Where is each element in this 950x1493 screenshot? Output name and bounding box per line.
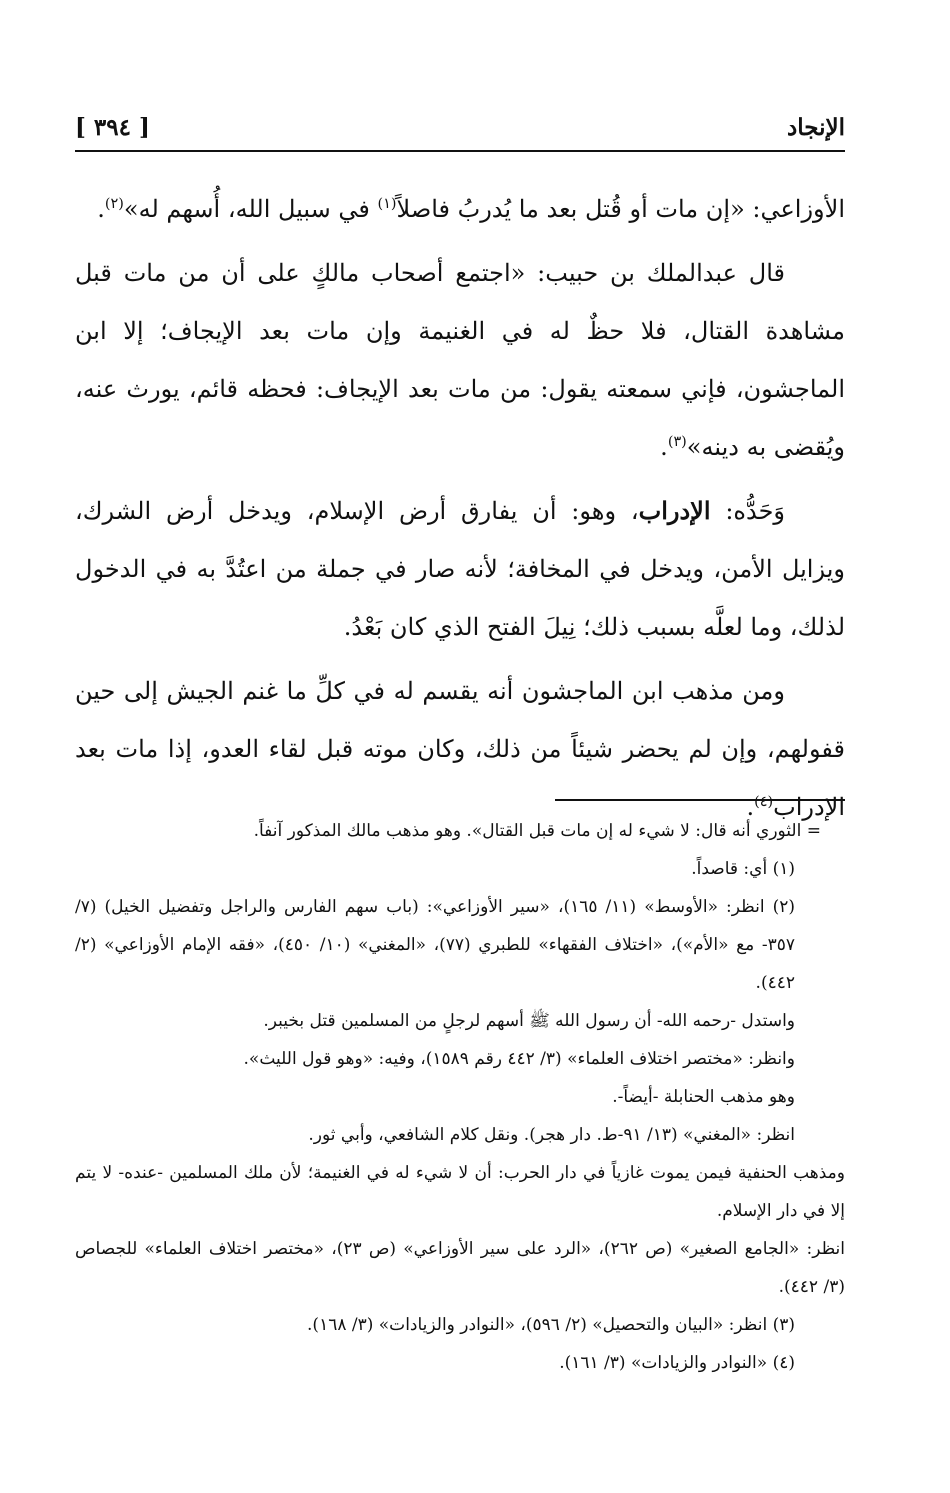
footnote-2-note-c: وهو مذهب الحنابلة -أيضاً-. bbox=[612, 1087, 795, 1107]
footnote-1: (١) أي: قاصداً. bbox=[691, 859, 795, 879]
footnote-2-note-f: انظر: «الجامع الصغير» (ص ٢٦٢)، «الرد على سير الأوزاعي» (ص ٢٣)، «مختصر اختلاف العلماء» للجصاص (٣/ ٤٤٢). bbox=[75, 1239, 845, 1297]
footnote-2-note-e: ومذهب الحنفية فيمن يموت غازياً في دار الحرب: أن لا شيء له في الغنيمة؛ لأن ملك المسلمين -عنده- لا يتم إلا في دار الإسلام. bbox=[75, 1163, 845, 1221]
paragraph-2: قال عبدالملك بن حبيب: «اجتمع أصحاب مالكٍ على أن من مات قبل مشاهدة القتال، فلا حظٌ له في الغنيمة وإن مات بعد الإيجاف؛ إلا ابن الماجشون، فإني سمعته يقول: من مات بعد الإيجاف: فحظه قائم، يورث عنه، ويُقضى به دينه»$^{(٣)}$. bbox=[75, 259, 845, 461]
page-header bbox=[75, 108, 845, 148]
footnote-ref-2[interactable]: (٢) bbox=[104, 196, 124, 212]
main-text bbox=[75, 180, 845, 842]
defined-term: الإدراب bbox=[638, 496, 711, 525]
footnote-ref-3[interactable]: (٣) bbox=[667, 434, 687, 450]
footnote-2-note-a: واستدل -رحمه الله- أن رسول الله ﷺ أسهم لرجلٍ من المسلمين قتل بخيبر. bbox=[263, 1011, 795, 1031]
footnote-ref-1[interactable]: (١) bbox=[377, 196, 397, 212]
header-rule bbox=[75, 150, 845, 152]
paragraph-3: وَحَدُّه: الإدراب، وهو: أن يفارق أرض الإسلام، ويدخل أرض الشرك، ويزايل الأمن، ويدخل في المخافة؛ لأنه صار في جملة من اعتُدَّ به في الدخول لذلك، وما لعلَّه بسبب ذلك؛ نِيلَ الفتح الذي كان بَعْدُ. bbox=[75, 496, 845, 641]
footnote-3: (٣) انظر: «البيان والتحصيل» (٢/ ٥٩٦)، «النوادر والزيادات» (٣/ ١٦٨). bbox=[307, 1315, 795, 1335]
footnote-ref-4[interactable]: (٤) bbox=[754, 794, 774, 810]
paragraph-4: ومن مذهب ابن الماجشون أنه يقسم له في كلِّ ما غنم الجيش إلى حين قفولهم، وإن لم يحضر شيئاً من ذلك، وكان موته قبل لقاء العدو، إذا مات بعد الإدراب$^{(٤)}$. bbox=[75, 677, 845, 821]
footnotes bbox=[75, 812, 845, 1382]
footnote-continuation: = الثوري أنه قال: لا شيء له إن مات قبل القتال». وهو مذهب مالك المذكور آنفاً. bbox=[253, 821, 821, 841]
page-number: [ ٣٩٤ ] bbox=[75, 114, 150, 141]
paragraph-1: الأوزاعي: «إن مات أو قُتل بعد ما يُدربُ فاصلاً$^{(١)}$ في سبيل الله، أُسهم له»$^{(٢)}$. bbox=[97, 195, 845, 223]
running-title: الإنجاد bbox=[786, 114, 845, 141]
footnote-4: (٤) «النوادر والزيادات» (٣/ ١٦١). bbox=[559, 1353, 795, 1373]
footnote-separator bbox=[555, 799, 845, 801]
footnote-2-note-b: وانظر: «مختصر اختلاف العلماء» (٣/ ٤٤٢ رقم ١٥٨٩)، وفيه: «وهو قول الليث». bbox=[243, 1049, 795, 1069]
footnote-2-note-d: انظر: «المغني» (١٣/ ٩١-ط. دار هجر). ونقل كلام الشافعي، وأبي ثور. bbox=[308, 1125, 795, 1145]
footnote-2: (٢) انظر: «الأوسط» (١١/ ١٦٥)، «سير الأوزاعي»: (باب سهم الفارس والراجل وتفضيل الخيل) (٧/ ٣٥٧- مع «الأم»)، «اختلاف الفقهاء» للطبري (٧٧)، «المغني» (١٠/ ٤٥٠)، «فقه الإمام الأوزاعي» (٢/ ٤٤٢). bbox=[75, 897, 795, 993]
